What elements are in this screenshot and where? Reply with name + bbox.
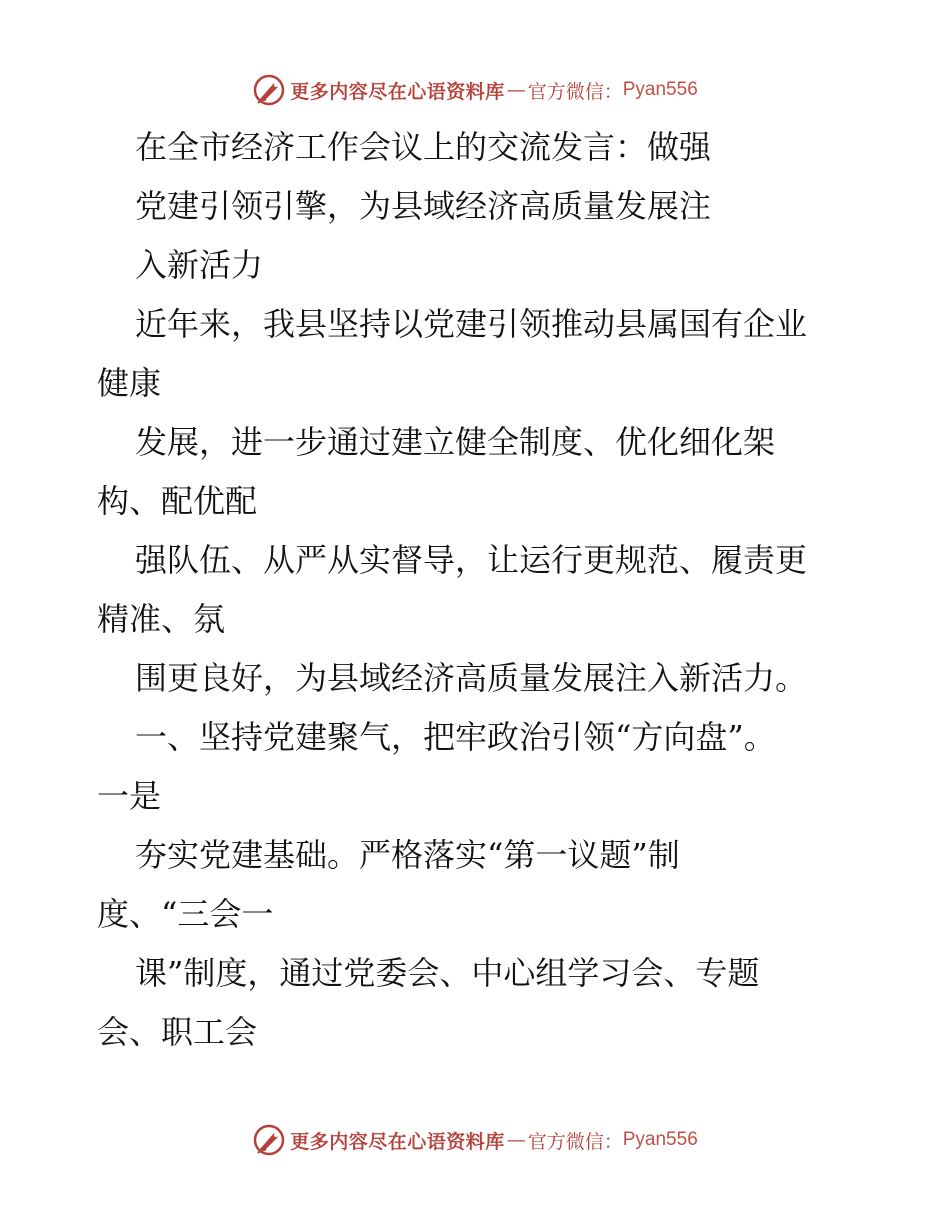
header-brand-text: 更多内容尽在心语资料库 (290, 80, 505, 103)
paragraph-line: 夯实党建基础。严格落实“第一议题”制 (135, 836, 680, 874)
header-contact-label: 官方微信： (527, 80, 623, 103)
title-line-3: 入新活力 (135, 246, 264, 284)
section-heading-line: 一、坚持党建聚气，把牢政治引领“方向盘”。 (135, 718, 776, 756)
paragraph-line: 一是 (97, 777, 162, 815)
footer-watermark (0, 1120, 950, 1160)
title-line-1: 在全市经济工作会议上的交流发言：做强 (135, 128, 712, 166)
footer-contact-label: 官方微信： (527, 1130, 623, 1153)
paragraph-line: 发展，进一步通过建立健全制度、优化细化架 (135, 423, 776, 461)
paragraph-line: 健康 (97, 364, 162, 402)
footer-brand-text: 更多内容尽在心语资料库 (290, 1130, 505, 1153)
header-contact-id: Pyan556 (622, 79, 698, 100)
paragraph-line: 课”制度，通过党委会、中心组学习会、专题 (135, 954, 760, 992)
paragraph-line: 构、配优配 (97, 482, 258, 520)
document-body (97, 118, 877, 1062)
pen-nib-logo-icon (252, 73, 286, 107)
paragraph-line: 精准、氛 (97, 600, 226, 638)
footer-contact-id: Pyan556 (622, 1129, 698, 1150)
paragraph-line: 会、职工会 (97, 1013, 258, 1051)
paragraph-line: 强队伍、从严从实督导，让运行更规范、履责更 (135, 541, 808, 579)
pen-nib-logo-icon (252, 1123, 286, 1157)
paragraph-line: 度、“三会一 (97, 895, 274, 933)
header-separator: — (506, 79, 526, 101)
paragraph-line: 近年来，我县坚持以党建引领推动县属国有企业 (135, 305, 808, 343)
paragraph-line: 围更良好，为县域经济高质量发展注入新活力。 (135, 659, 808, 697)
title-line-2: 党建引领引擎，为县域经济高质量发展注 (135, 187, 712, 225)
header-watermark (0, 70, 950, 110)
footer-separator: — (506, 1129, 526, 1151)
